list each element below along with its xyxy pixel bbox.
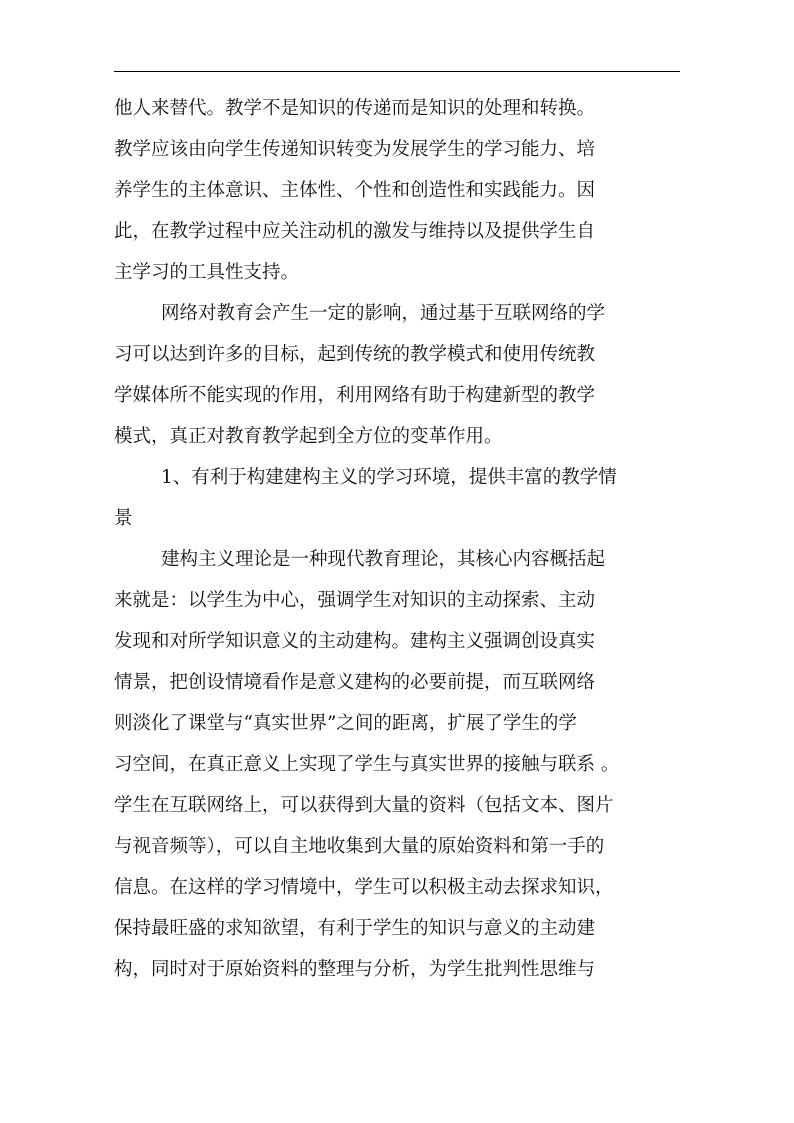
text-line: 养学生的主体意识、主体性、个性和创造性和实践能力。因 [114, 180, 596, 201]
text-line: 情景，把创设情境看作是意义建构的必要前提，而互联网络 [114, 672, 596, 693]
text-line: 习可以达到许多的目标，起到传统的教学模式和使用传统教 [114, 344, 596, 365]
text-line: 则淡化了课堂与“真实世界”之间的距离，扩展了学生的学 [114, 713, 577, 734]
text-line: 学生在互联网络上，可以获得到大量的资料（包括文本、图片 [114, 795, 614, 816]
text-line: 习空间，在真正意义上实现了学生与真实世界的接触与联系 。 [114, 754, 620, 775]
text-line: 教学应该由向学生传递知识转变为发展学生的学习能力、培 [114, 139, 596, 160]
text-line: 发现和对所学知识意义的主动建构。建构主义强调创设真实 [114, 631, 596, 652]
text-line: 来就是：以学生为中心，强调学生对知识的主动探索、主动 [114, 590, 596, 611]
header-rule [114, 71, 680, 72]
paragraph-start-line: 建构主义理论是一种现代教育理论，其核心内容概括起 [161, 549, 606, 570]
text-line: 他人来替代。教学不是知识的传递而是知识的处理和转换。 [114, 98, 596, 119]
document-body [114, 88, 682, 990]
text-line: 构，同时对于原始资料的整理与分析，为学生批判性思维与 [114, 959, 596, 980]
text-line: 主学习的工具性支持。 [114, 262, 300, 283]
paragraph-start-line: 网络对教育会产生一定的影响，通过基于互联网络的学 [161, 303, 606, 324]
text-line: 模式，真正对教育教学起到全方位的变革作用。 [114, 426, 503, 447]
section-heading-line: 1、有利于构建建构主义的学习环境，提供丰富的教学情 [161, 467, 617, 488]
text-line: 与视音频等），可以自主地收集到大量的原始资料和第一手的 [114, 836, 605, 857]
text-line: 学媒体所不能实现的作用，利用网络有助于构建新型的教学 [114, 385, 596, 406]
section-heading-line: 景 [114, 508, 133, 529]
text-line: 保持最旺盛的求知欲望，有利于学生的知识与意义的主动建 [114, 918, 596, 939]
text-line: 此，在教学过程中应关注动机的激发与维持以及提供学生自 [114, 221, 596, 242]
text-line: 信息。在这样的学习情境中，学生可以积极主动去探求知识， [114, 877, 614, 898]
